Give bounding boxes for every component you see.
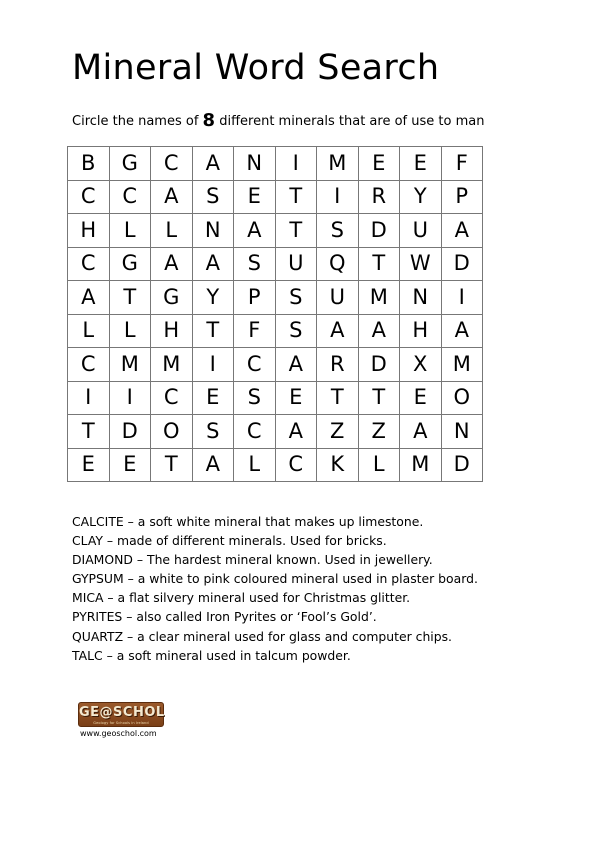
geoschol-logo xyxy=(78,702,164,727)
grid-cell[interactable]: P xyxy=(234,281,276,315)
grid-row xyxy=(68,247,483,281)
grid-row xyxy=(68,381,483,415)
grid-cell[interactable]: Z xyxy=(358,415,400,449)
grid-cell[interactable]: Y xyxy=(400,180,442,214)
grid-row xyxy=(68,448,483,482)
clue-item: MICA – a flat silvery mineral used for Christmas glitter. xyxy=(72,590,411,606)
page-title: Mineral Word Search xyxy=(72,48,440,88)
grid-row xyxy=(68,147,483,181)
grid-cell[interactable]: Q xyxy=(317,247,359,281)
grid-cell[interactable]: I xyxy=(68,381,110,415)
grid-row xyxy=(68,348,483,382)
grid-cell[interactable]: U xyxy=(275,247,317,281)
grid-cell[interactable]: P xyxy=(441,180,483,214)
grid-cell[interactable]: S xyxy=(275,281,317,315)
grid-cell[interactable]: W xyxy=(400,247,442,281)
grid-cell[interactable]: A xyxy=(192,147,234,181)
instruction-count: 8 xyxy=(202,110,216,131)
grid-cell[interactable]: I xyxy=(109,381,151,415)
grid-cell[interactable]: A xyxy=(151,180,193,214)
logo-text: GE@SCHOL xyxy=(79,705,165,720)
grid-cell[interactable]: A xyxy=(358,314,400,348)
grid-cell[interactable]: N xyxy=(234,147,276,181)
grid-cell[interactable]: E xyxy=(109,448,151,482)
grid-cell[interactable]: R xyxy=(358,180,400,214)
instruction-before: Circle the names of xyxy=(72,114,203,129)
grid-cell[interactable]: L xyxy=(68,314,110,348)
clue-item: QUARTZ – a clear mineral used for glass and computer chips. xyxy=(72,628,453,644)
grid-cell[interactable]: Z xyxy=(317,415,359,449)
grid-cell[interactable]: E xyxy=(358,147,400,181)
grid-cell[interactable]: M xyxy=(317,147,359,181)
grid-cell[interactable]: C xyxy=(234,348,276,382)
grid-cell[interactable]: C xyxy=(275,448,317,482)
grid-cell[interactable]: A xyxy=(151,247,193,281)
grid-cell[interactable]: M xyxy=(441,348,483,382)
instruction-text xyxy=(72,110,484,131)
grid-cell[interactable]: S xyxy=(317,214,359,248)
grid-cell[interactable]: N xyxy=(400,281,442,315)
grid-cell[interactable]: C xyxy=(68,348,110,382)
grid-cell[interactable]: S xyxy=(192,415,234,449)
grid-cell[interactable]: A xyxy=(400,415,442,449)
grid-cell[interactable]: S xyxy=(275,314,317,348)
website-url: www.geoschol.com xyxy=(80,729,157,738)
clue-item: CLAY – made of different minerals. Used for bricks. xyxy=(72,533,387,549)
grid-cell[interactable]: C xyxy=(234,415,276,449)
grid-cell[interactable]: Y xyxy=(192,281,234,315)
grid-cell[interactable]: F xyxy=(234,314,276,348)
grid-cell[interactable]: S xyxy=(192,180,234,214)
grid-cell[interactable]: M xyxy=(151,348,193,382)
grid-cell[interactable]: I xyxy=(192,348,234,382)
grid-cell[interactable]: L xyxy=(109,314,151,348)
grid-cell[interactable]: U xyxy=(400,214,442,248)
grid-row xyxy=(68,214,483,248)
grid-cell[interactable]: I xyxy=(275,147,317,181)
grid-cell[interactable]: T xyxy=(192,314,234,348)
grid-cell[interactable]: N xyxy=(441,415,483,449)
grid-cell[interactable]: A xyxy=(234,214,276,248)
grid-cell[interactable]: T xyxy=(68,415,110,449)
grid-cell[interactable]: A xyxy=(192,247,234,281)
grid-cell[interactable]: L xyxy=(234,448,276,482)
grid-cell[interactable]: C xyxy=(151,147,193,181)
grid-cell[interactable]: G xyxy=(109,247,151,281)
grid-cell[interactable]: C xyxy=(68,247,110,281)
grid-cell[interactable]: C xyxy=(151,381,193,415)
grid-cell[interactable]: L xyxy=(109,214,151,248)
grid-cell[interactable]: R xyxy=(317,348,359,382)
grid-cell[interactable]: H xyxy=(400,314,442,348)
grid-cell[interactable]: T xyxy=(275,214,317,248)
grid-cell[interactable]: I xyxy=(441,281,483,315)
grid-cell[interactable]: L xyxy=(358,448,400,482)
clue-item: GYPSUM – a white to pink coloured mineral used in plaster board. xyxy=(72,571,478,587)
clue-list xyxy=(72,512,478,665)
grid-cell[interactable]: O xyxy=(151,415,193,449)
grid-cell[interactable]: A xyxy=(192,448,234,482)
grid-cell[interactable]: M xyxy=(109,348,151,382)
grid-cell[interactable]: C xyxy=(68,180,110,214)
grid-cell[interactable]: E xyxy=(68,448,110,482)
clue-item: PYRITES – also called Iron Pyrites or ‘Fool’s Gold’. xyxy=(72,609,377,625)
grid-row xyxy=(68,281,483,315)
grid-cell[interactable]: E xyxy=(192,381,234,415)
grid-cell[interactable]: D xyxy=(109,415,151,449)
grid-cell[interactable]: T xyxy=(358,247,400,281)
grid-cell[interactable]: T xyxy=(317,381,359,415)
grid-cell[interactable]: S xyxy=(234,247,276,281)
grid-cell[interactable]: D xyxy=(358,348,400,382)
grid-cell[interactable]: A xyxy=(441,314,483,348)
grid-cell[interactable]: T xyxy=(358,381,400,415)
grid-cell[interactable]: A xyxy=(275,415,317,449)
grid-cell[interactable]: K xyxy=(317,448,359,482)
grid-cell[interactable]: S xyxy=(234,381,276,415)
grid-cell[interactable]: E xyxy=(400,147,442,181)
grid-cell[interactable]: T xyxy=(151,448,193,482)
logo-tagline: Geology for Schools in Ireland xyxy=(93,721,149,725)
instruction-after: different minerals that are of use to man xyxy=(215,114,485,129)
grid-cell[interactable]: T xyxy=(109,281,151,315)
clue-item: CALCITE – a soft white mineral that makes up limestone. xyxy=(72,514,424,529)
grid-cell[interactable]: H xyxy=(151,314,193,348)
grid-cell[interactable]: L xyxy=(151,214,193,248)
grid-cell[interactable]: F xyxy=(441,147,483,181)
grid-cell[interactable]: A xyxy=(275,348,317,382)
grid-cell[interactable]: A xyxy=(68,281,110,315)
grid-cell[interactable]: E xyxy=(275,381,317,415)
grid-cell[interactable]: E xyxy=(400,381,442,415)
grid-cell[interactable]: X xyxy=(400,348,442,382)
grid-cell[interactable]: B xyxy=(68,147,110,181)
grid-row xyxy=(68,415,483,449)
grid-cell[interactable]: G xyxy=(151,281,193,315)
grid-cell[interactable]: H xyxy=(68,214,110,248)
grid-cell[interactable]: D xyxy=(358,214,400,248)
clue-item: TALC – a soft mineral used in talcum powder. xyxy=(72,647,351,663)
grid-row xyxy=(68,180,483,214)
grid-cell[interactable]: N xyxy=(192,214,234,248)
word-search-grid xyxy=(67,146,483,482)
grid-cell[interactable]: D xyxy=(441,247,483,281)
grid-cell[interactable]: C xyxy=(109,180,151,214)
grid-cell[interactable]: E xyxy=(234,180,276,214)
grid-cell[interactable]: U xyxy=(317,281,359,315)
grid-cell[interactable]: I xyxy=(317,180,359,214)
grid-cell[interactable]: T xyxy=(275,180,317,214)
grid-cell[interactable]: G xyxy=(109,147,151,181)
grid-cell[interactable]: O xyxy=(441,381,483,415)
grid-cell[interactable]: D xyxy=(441,448,483,482)
grid-cell[interactable]: A xyxy=(441,214,483,248)
grid-cell[interactable]: M xyxy=(358,281,400,315)
clue-item: DIAMOND – The hardest mineral known. Used in jewellery. xyxy=(72,552,433,568)
grid-cell[interactable]: M xyxy=(400,448,442,482)
grid-row xyxy=(68,314,483,348)
grid-cell[interactable]: A xyxy=(317,314,359,348)
